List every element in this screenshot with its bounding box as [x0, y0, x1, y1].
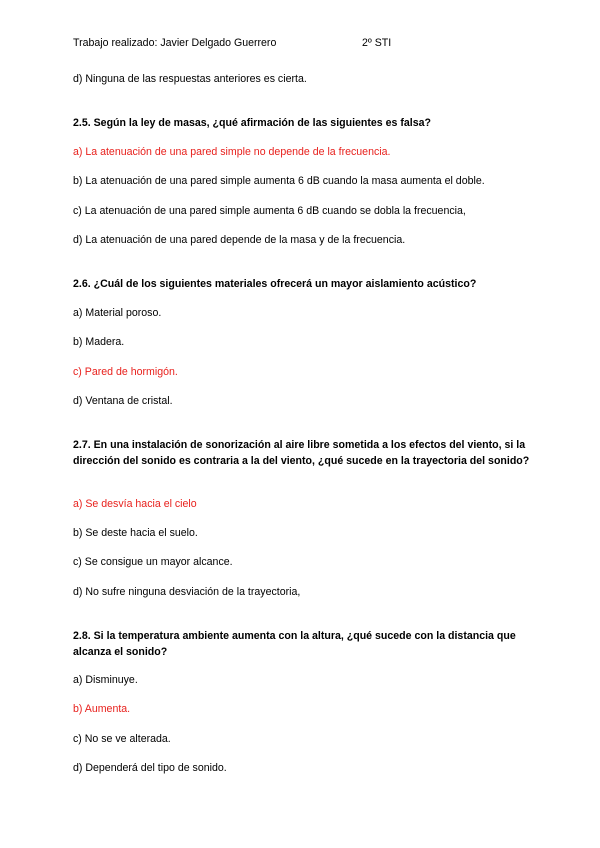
question-2-6-option-b: b) Madera.	[73, 336, 125, 348]
question-2-6-option-a: a) Material poroso.	[73, 307, 162, 319]
question-2-5-option-a: a) La atenuación de una pared simple no depende de la frecuencia.	[73, 146, 391, 158]
question-2-5-option-d: d) La atenuación de una pared depende de la masa y de la frecuencia.	[73, 234, 406, 246]
question-2-6-title: 2.6. ¿Cuál de los siguientes materiales ofrecerá un mayor aislamiento acústico?	[73, 278, 477, 290]
question-2-7-option-b: b) Se deste hacia el suelo.	[73, 527, 198, 539]
header-author: Trabajo realizado: Javier Delgado Guerrero	[73, 37, 277, 49]
question-2-7-option-c: c) Se consigue un mayor alcance.	[73, 556, 233, 568]
question-2-8-option-d: d) Dependerá del tipo de sonido.	[73, 762, 227, 774]
question-2-8-option-c: c) No se ve alterada.	[73, 733, 171, 745]
question-2-6-option-c: c) Pared de hormigón.	[73, 366, 178, 378]
question-2-7-option-a: a) Se desvía hacia el cielo	[73, 498, 197, 510]
question-2-7-title: 2.7. En una instalación de sonorización al aire libre sometida a los efectos del viento, si la dirección del sonido es contraria a la del viento, ¿qué sucede en la trayectoria del sonido?	[73, 439, 530, 467]
question-2-8-option-a: a) Disminuye.	[73, 674, 138, 686]
question-2-8-title: 2.8. Si la temperatura ambiente aumenta con la altura, ¿qué sucede con la distancia que alcanza el sonido?	[73, 630, 516, 658]
prev-question-option-d: d) Ninguna de las respuestas anteriores es cierta.	[73, 73, 307, 85]
question-2-5-title: 2.5. Según la ley de masas, ¿qué afirmación de las siguientes es falsa?	[73, 117, 431, 129]
question-2-5-option-b: b) La atenuación de una pared simple aumenta 6 dB cuando la masa aumenta el doble.	[73, 175, 485, 187]
question-2-7-option-d: d) No sufre ninguna desviación de la trayectoria,	[73, 586, 301, 598]
question-2-8-option-b: b) Aumenta.	[73, 703, 131, 715]
question-2-5-option-c: c) La atenuación de una pared simple aumenta 6 dB cuando se dobla la frecuencia,	[73, 205, 466, 217]
question-2-6-option-d: d) Ventana de cristal.	[73, 395, 173, 407]
header-course: 2º STI	[362, 37, 392, 49]
